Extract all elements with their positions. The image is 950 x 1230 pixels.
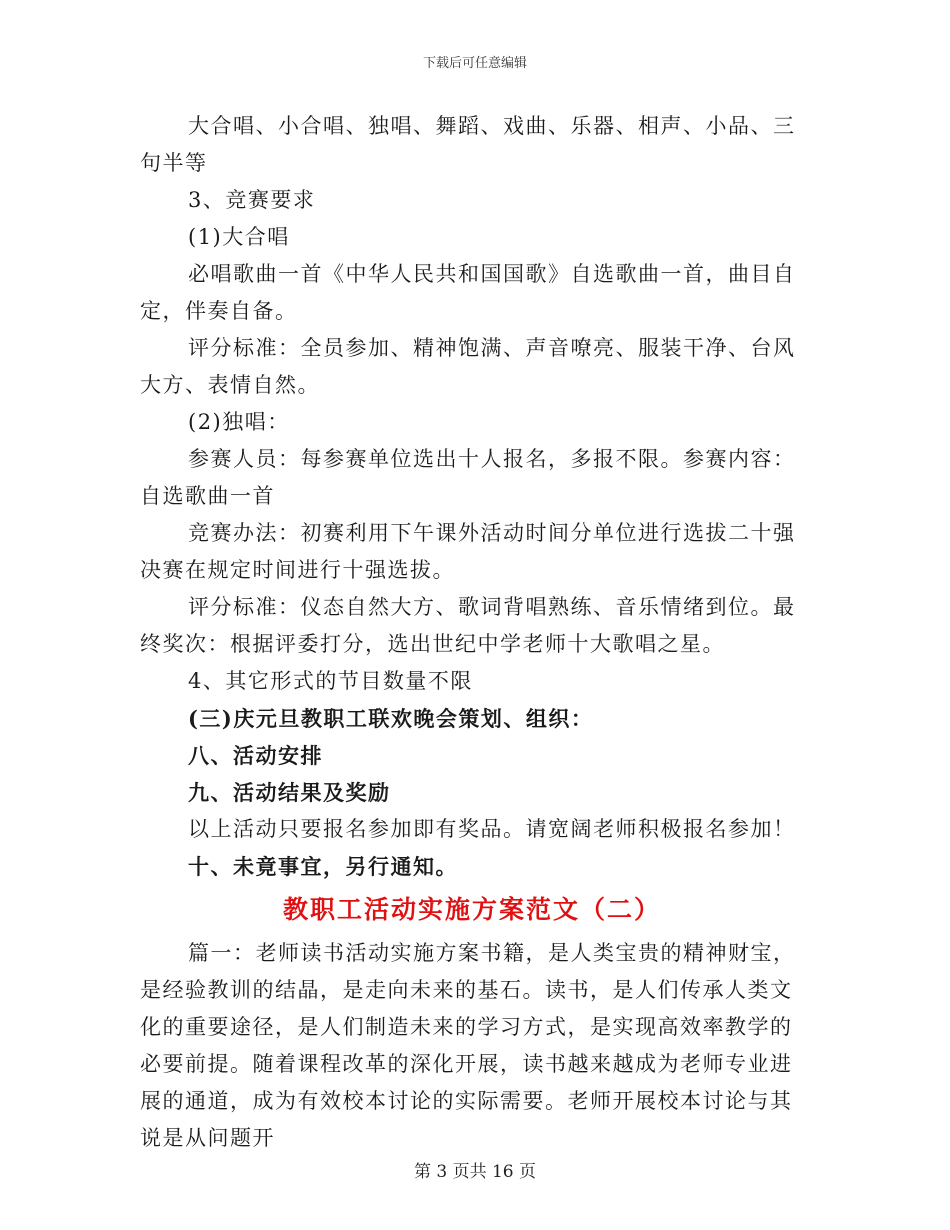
paragraph-chorus-scoring: 评分标准：全员参加、精神饱满、声音嘹亮、服装干净、台风大方、表情自然。 — [140, 336, 796, 397]
paragraph-other-programs: 4、其它形式的节目数量不限 — [188, 669, 473, 693]
paragraph-competition-requirements: 3、竞赛要求 — [188, 188, 316, 212]
heading-new-year-gala: (三)庆元旦教职工联欢晚会策划、组织： — [188, 706, 594, 731]
paragraph-reading-plan: 篇一：老师读书活动实施方案书籍，是人类宝贵的精神财宝，是经验教训的结晶，是走向未来的基石。读书，是人们传承人类文化的重要途径，是人们制造未来的学习方式，是实现高效率教学的必要前提。随着课程改革的深化开展，读书越来越成为老师专业进展的通道，成为有效校本讨论的实际需要。老师开展校本讨论与其说是从问题开 — [140, 941, 796, 1150]
heading-activity-arrangement: 八、活动安排 — [188, 743, 323, 768]
paragraph-solo-method: 竞赛办法：初赛利用下午课外活动时间分单位进行选拔二十强决赛在规定时间进行十强选拔。 — [140, 521, 796, 582]
section-title: 教职工活动实施方案范文（二） — [282, 895, 661, 924]
paragraph-reward-notice: 以上活动只要报名参加即有奖品。请宽阔老师积极报名参加！ — [188, 817, 796, 841]
paragraph-solo-scoring: 评分标准：仪态自然大方、歌词背唱熟练、音乐情绪到位。最终奖次：根据评委打分，选出世纪中学老师十大歌唱之星。 — [140, 595, 796, 656]
paragraph-solo-heading: (2)独唱： — [188, 410, 290, 434]
document-body — [140, 108, 804, 1157]
page-header: 下载后可任意编辑 — [422, 56, 527, 71]
paragraph-program-types: 大合唱、小合唱、独唱、舞蹈、戏曲、乐器、相声、小品、三句半等 — [140, 114, 796, 175]
paragraph-solo-participants: 参赛人员：每参赛单位选出十人报名，多报不限。参赛内容：自选歌曲一首 — [140, 447, 796, 508]
paragraph-chorus-songs: 必唱歌曲一首《中华人民共和国国歌》自选歌曲一首，曲目自定，伴奏自备。 — [140, 262, 796, 323]
heading-closing-notice: 十、未竟事宜，另行通知。 — [188, 854, 458, 879]
paragraph-chorus-heading: (1)大合唱 — [188, 225, 290, 249]
heading-results-rewards: 九、活动结果及奖励 — [188, 780, 391, 805]
page-footer: 第 3 页共 16 页 — [413, 1162, 537, 1182]
